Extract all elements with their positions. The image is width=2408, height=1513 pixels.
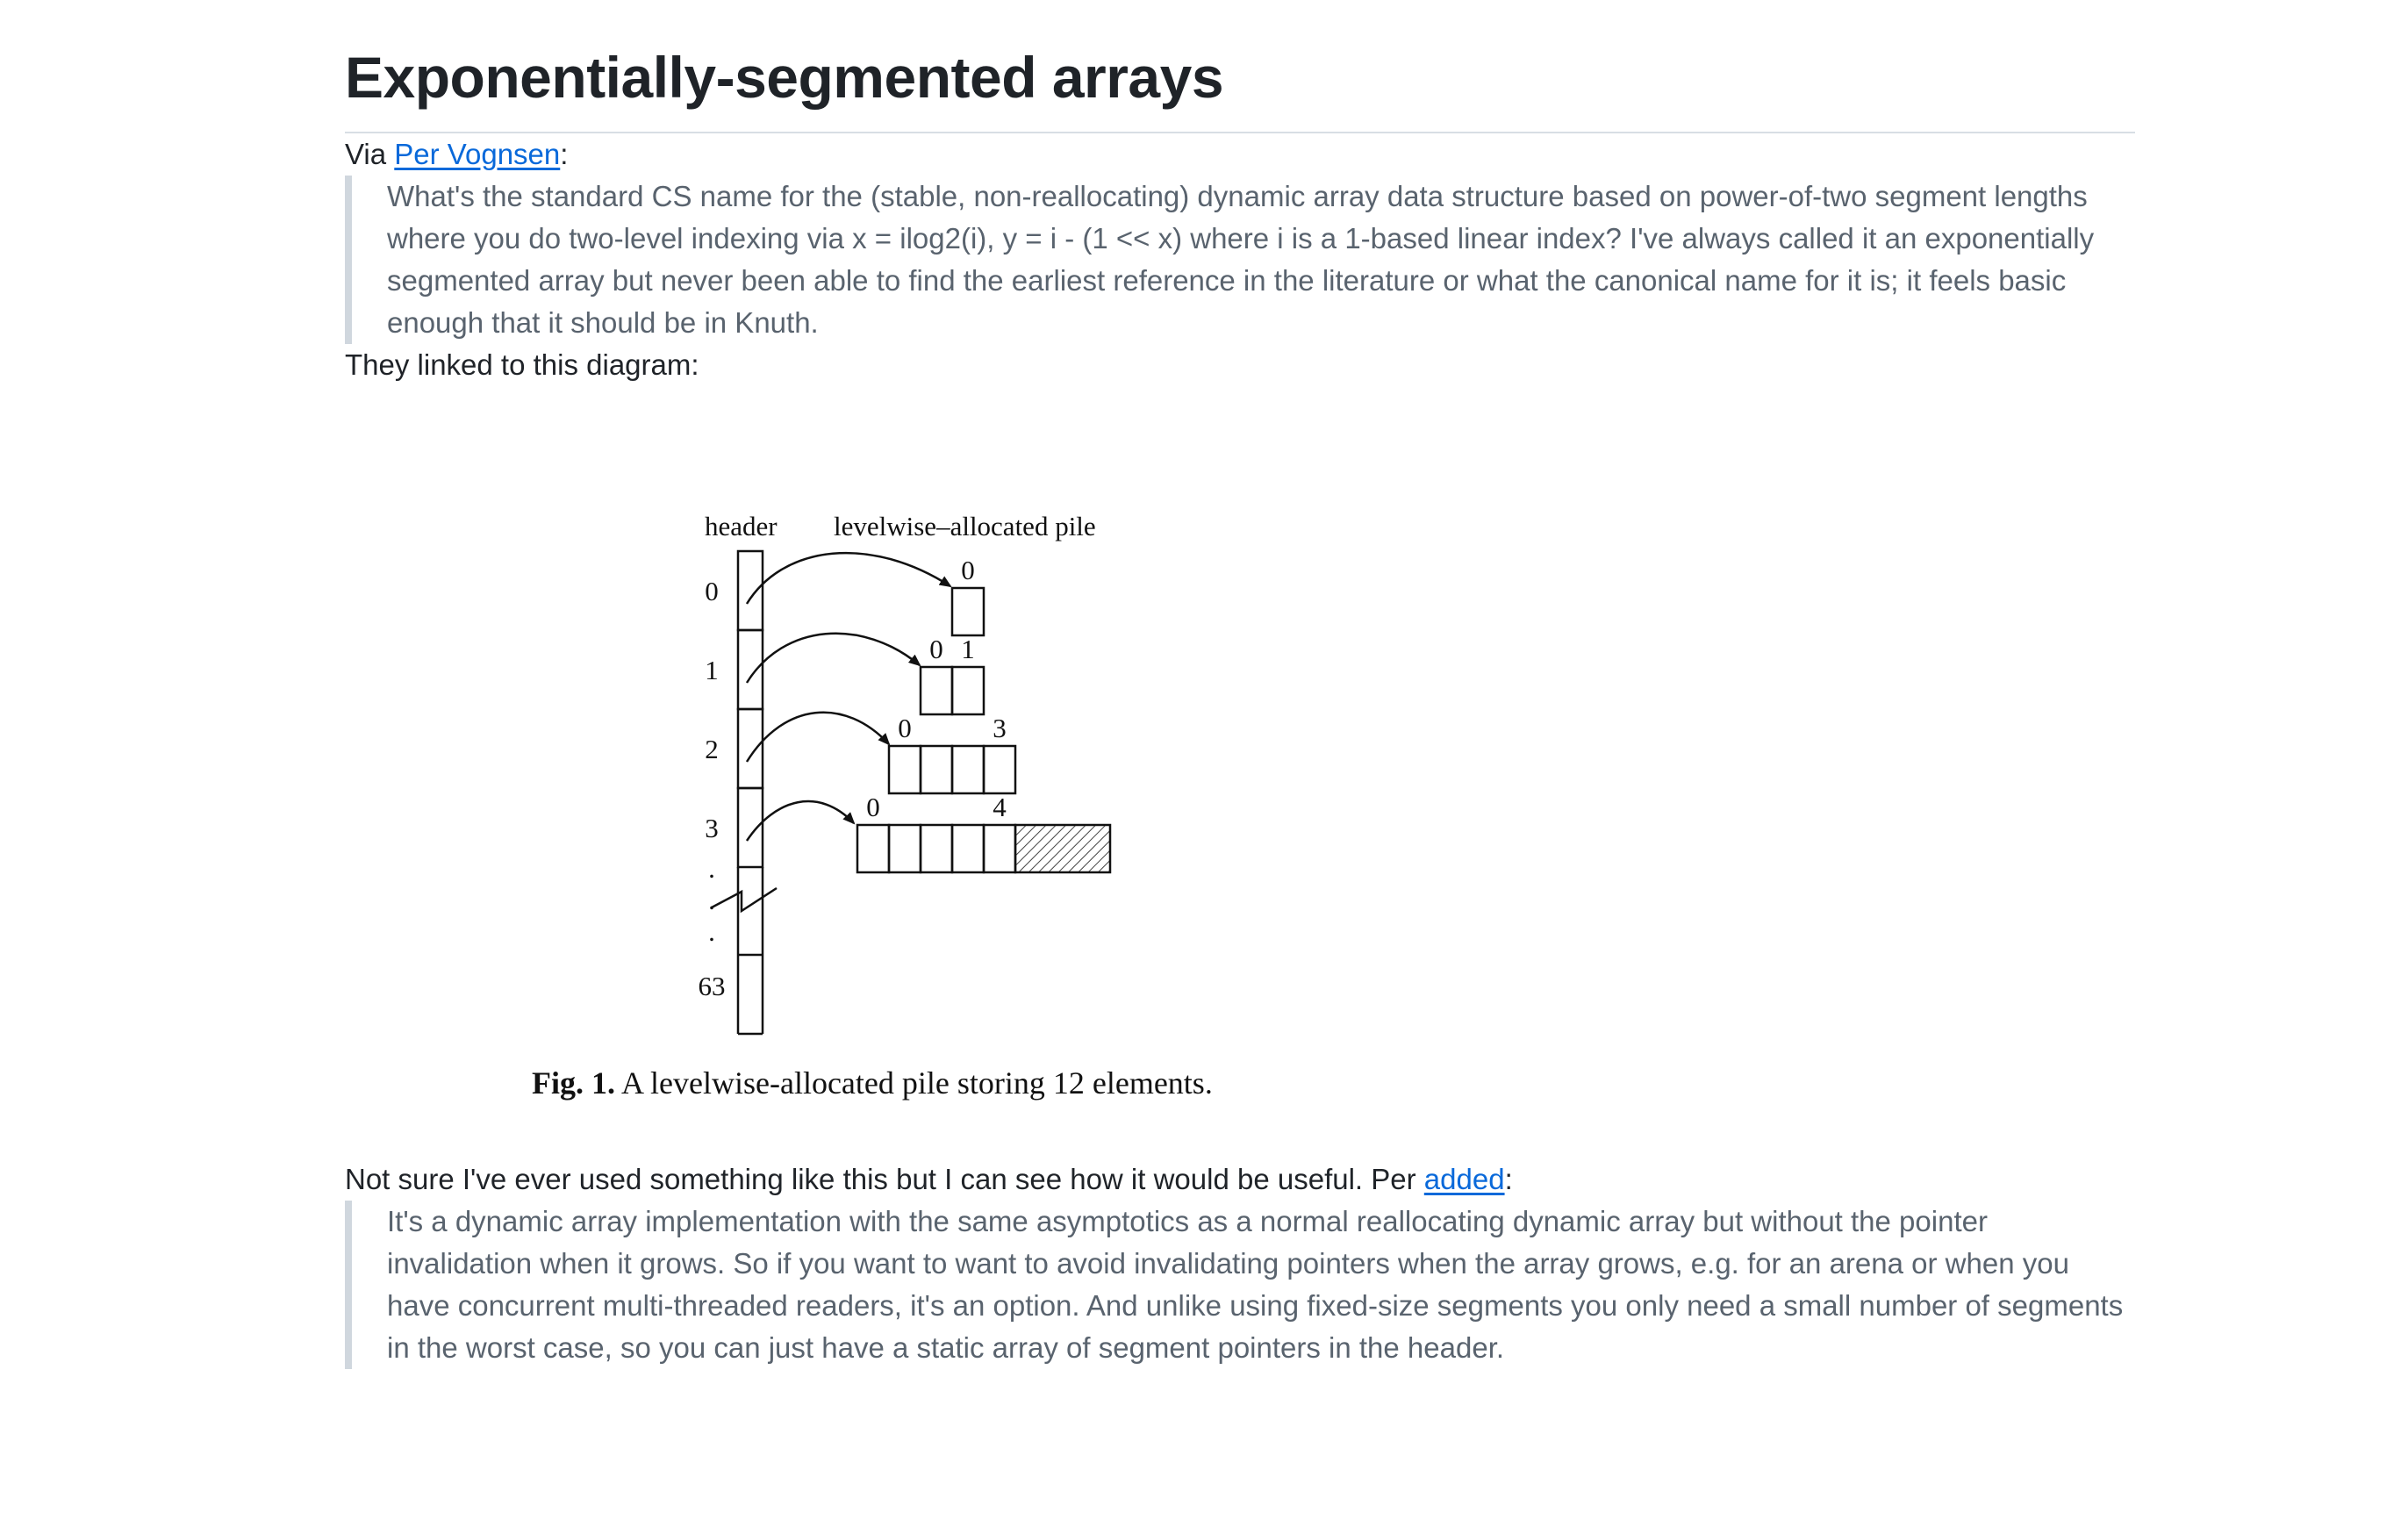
header-cell-2	[738, 709, 763, 788]
segment-2-end-label: 3	[993, 713, 1007, 743]
diagram-intro-paragraph: They linked to this diagram:	[345, 348, 699, 381]
segment-3-cell-0	[857, 825, 889, 872]
segment-2-cell-2	[952, 746, 984, 793]
ellipsis-dot-2: .	[708, 885, 715, 915]
blockquote-answer: It's a dynamic array implementation with the same asymptotics as a normal reallocating dynamic array but without the pointer invalidation when it grows. So if you want to want to avoid invalidating pointers when the array grows, e.g. for an arena or when you have concurrent multi-threaded readers, it's an option. And unlike using fixed-size segments you only need a small number of segments in the worst case, so you can just have a static array of segment pointers in the header.	[345, 1201, 2135, 1369]
intro-paragraph	[345, 133, 2135, 176]
header-column	[738, 551, 763, 1034]
row-label-1: 1	[705, 655, 719, 685]
per-vognsen-link[interactable]: Per Vognsen	[394, 138, 561, 170]
segment-1-cell-1	[952, 667, 984, 714]
segment-2-start-label: 0	[898, 713, 912, 743]
segment-1	[921, 667, 984, 714]
segment-2-cell-0	[889, 746, 921, 793]
followup-prefix: Not sure I've ever used something like this but I can see how it would be useful. Per	[345, 1163, 1424, 1195]
pointer-arrow-2	[747, 713, 889, 762]
pointer-arrow-0	[747, 553, 950, 604]
pointer-arrow-1	[747, 634, 920, 683]
row-label-3: 3	[705, 813, 719, 843]
figure-caption-label: Fig. 1.	[532, 1065, 615, 1101]
header-cell-3	[738, 788, 763, 867]
figure-caption-text: A levelwise-allocated pile storing 12 elements.	[615, 1065, 1213, 1101]
segment-3-cell-4	[984, 825, 1015, 872]
segment-2-cell-1	[921, 746, 952, 793]
row-label-0: 0	[705, 576, 719, 606]
intro-suffix: :	[560, 138, 569, 170]
segment-3-end-label: 4	[993, 792, 1007, 822]
pile-diagram	[345, 404, 1398, 1158]
page-title: Exponentially-segmented arrays	[345, 35, 2135, 133]
header-cell-0	[738, 551, 763, 630]
blockquote-question: What's the standard CS name for the (stable, non-reallocating) dynamic array data structure based on power-of-two segment lengths where you do two-level indexing via x = ilog2(i), y = i - (1 << x) where i is a 1-based linear index? I've always called it an exponentially segmented array but never been able to find the earliest reference in the literature or what the canonical name for it is; it feels basic enough that it should be in Knuth.	[345, 176, 2135, 344]
segment-2	[889, 746, 1015, 793]
segment-2-cell-3	[984, 746, 1015, 793]
pile-label: levelwise–allocated pile	[834, 511, 1096, 541]
segment-3-start-label: 0	[866, 792, 880, 822]
segment-0-start-label: 0	[961, 555, 975, 585]
added-link[interactable]: added	[1423, 1163, 1505, 1195]
row-label-63: 63	[698, 971, 726, 1001]
segment-1-cell-0	[921, 667, 952, 714]
segment-1-start-label: 0	[929, 634, 943, 664]
followup-paragraph	[345, 1158, 2135, 1201]
article	[345, 35, 2135, 1369]
segment-3	[857, 825, 1110, 872]
segment-3-cell-1	[889, 825, 921, 872]
ellipsis-dot-1: .	[708, 853, 715, 884]
ellipsis-dot-3: .	[708, 916, 715, 947]
header-label: header	[705, 511, 778, 541]
header-cell-1	[738, 630, 763, 709]
segment-3-unused-area	[1015, 825, 1110, 872]
segment-3-cell-3	[952, 825, 984, 872]
figure-caption	[532, 1065, 1213, 1101]
break-mark	[712, 888, 777, 911]
intro-prefix: Via	[345, 138, 395, 170]
figure	[345, 404, 2135, 1158]
followup-suffix: :	[1504, 1163, 1513, 1195]
row-label-2: 2	[705, 734, 719, 764]
segment-3-cell-2	[921, 825, 952, 872]
segment-0-cell-0	[952, 588, 984, 635]
segment-1-end-label: 1	[961, 634, 975, 664]
